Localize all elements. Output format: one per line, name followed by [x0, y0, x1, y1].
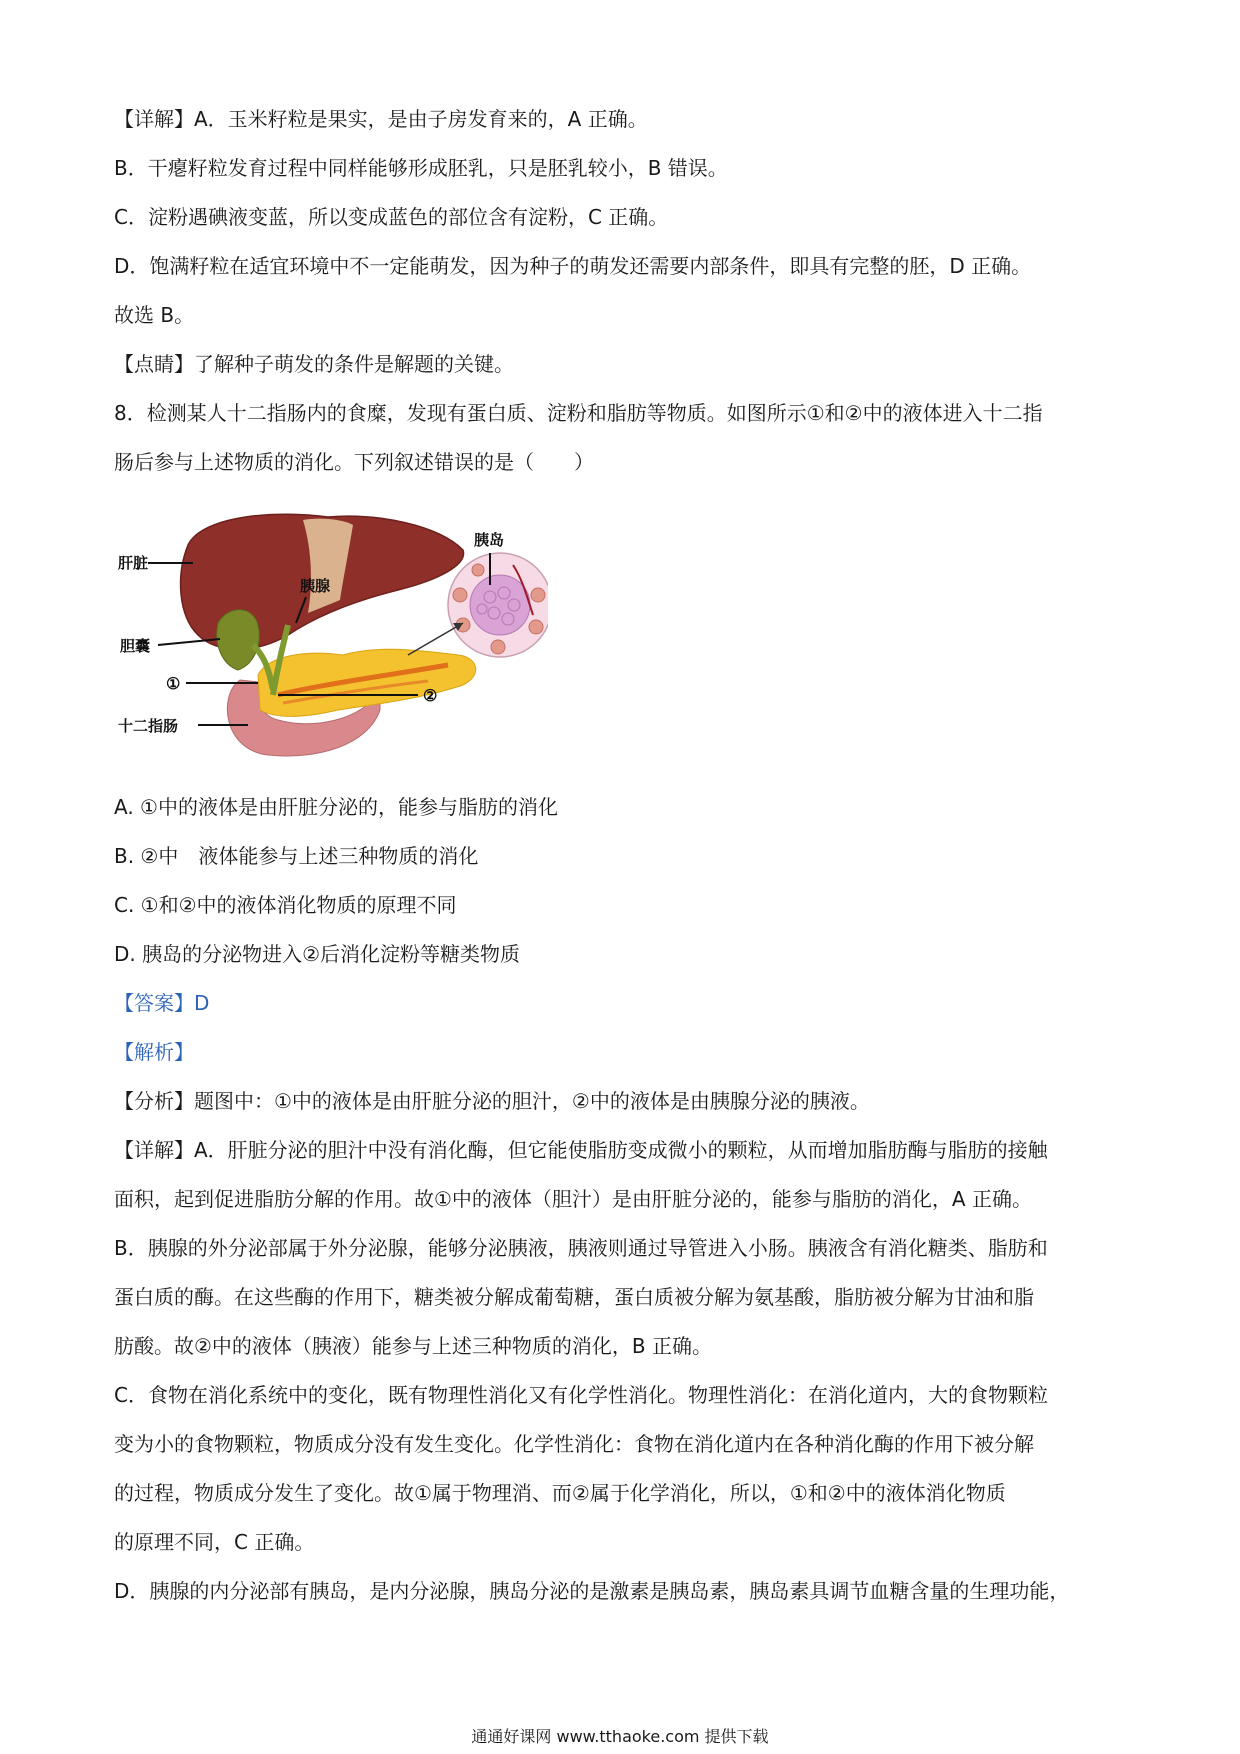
text-line: 的过程，物质成分发生了变化。故①属于物理消、而②属于化学消化，所以，①和②中的液体消化物质	[114, 1481, 1006, 1505]
gallbladder-shape	[217, 610, 260, 670]
text-line: 【分析】题图中：①中的液体是由肝脏分泌的胆汁，②中的液体是由胰腺分泌的胰液。	[114, 1089, 870, 1113]
label-pancreas: 胰腺	[300, 577, 331, 595]
label-liver: 肝脏	[118, 554, 149, 572]
question-8-stem: 8．检测某人十二指肠内的食糜，发现有蛋白质、淀粉和脂肪等物质。如图所示①和②中的液体进入十二指	[114, 401, 1043, 425]
text-line: 【详解】A．肝脏分泌的胆汁中没有消化酶，但它能使脂肪变成微小的颗粒，从而增加脂肪酶与脂肪的接触	[114, 1138, 1048, 1162]
option-a: A. ①中的液体是由肝脏分泌的，能参与脂肪的消化	[114, 795, 558, 819]
text-line: B．干瘪籽粒发育过程中同样能够形成胚乳，只是胚乳较小，B 错误。	[114, 156, 728, 180]
text-line: D．饱满籽粒在适宜环境中不一定能萌发，因为种子的萌发还需要内部条件，即具有完整的胚，D 正确。	[114, 254, 1032, 278]
label-mark-2: ②	[423, 686, 438, 705]
digestive-organs-figure	[118, 505, 548, 763]
text-line: C．食物在消化系统中的变化，既有物理性消化又有化学性消化。物理性消化：在消化道内，大的食物颗粒	[114, 1383, 1048, 1407]
text-line: 故选 B。	[114, 303, 195, 327]
text-line: 肪酸。故②中的液体（胰液）能参与上述三种物质的消化，B 正确。	[114, 1334, 713, 1358]
text-line: D．胰腺的内分泌部有胰岛，是内分泌腺，胰岛分泌的是激素是胰岛素，胰岛素具调节血糖含量的生理功能，	[114, 1579, 1070, 1603]
text-line: C．淀粉遇碘液变蓝，所以变成蓝色的部位含有淀粉，C 正确。	[114, 205, 669, 229]
label-duodenum: 十二指肠	[118, 717, 179, 735]
page-footer: 通通好课网 www.tthaoke.com 提供下载	[471, 1727, 769, 1746]
label-mark-1: ①	[166, 674, 181, 693]
question-8-stem: 肠后参与上述物质的消化。下列叙述错误的是（ ）	[114, 450, 594, 474]
label-gallbladder: 胆囊	[120, 637, 151, 655]
option-c: C. ①和②中的液体消化物质的原理不同	[114, 893, 457, 917]
text-line: B．胰腺的外分泌部属于外分泌腺，能够分泌胰液，胰液则通过导管进入小肠。胰液含有消化糖类、脂肪和	[114, 1236, 1048, 1260]
text-line: 面积，起到促进脂肪分解的作用。故①中的液体（胆汁）是由肝脏分泌的，能参与脂肪的消化，A 正确。	[114, 1187, 1032, 1211]
label-islet: 胰岛	[474, 531, 505, 549]
text-line: 的原理不同，C 正确。	[114, 1530, 315, 1554]
answer-label: 【答案】D	[114, 991, 210, 1015]
text-line: 蛋白质的酶。在这些酶的作用下，糖类被分解成葡萄糖，蛋白质被分解为氨基酸，脂肪被分解为甘油和脂	[114, 1285, 1034, 1309]
analysis-label: 【解析】	[114, 1040, 194, 1064]
option-d: D. 胰岛的分泌物进入②后消化淀粉等糖类物质	[114, 942, 521, 966]
text-line: 【点睛】了解种子萌发的条件是解题的关键。	[114, 352, 514, 376]
text-line: 【详解】A．玉米籽粒是果实，是由子房发育来的，A 正确。	[114, 107, 648, 131]
text-line: 变为小的食物颗粒，物质成分没有发生变化。化学性消化：食物在消化道内在各种消化酶的作用下被分解	[114, 1432, 1034, 1456]
option-b: B. ②中 液体能参与上述三种物质的消化	[114, 844, 479, 868]
